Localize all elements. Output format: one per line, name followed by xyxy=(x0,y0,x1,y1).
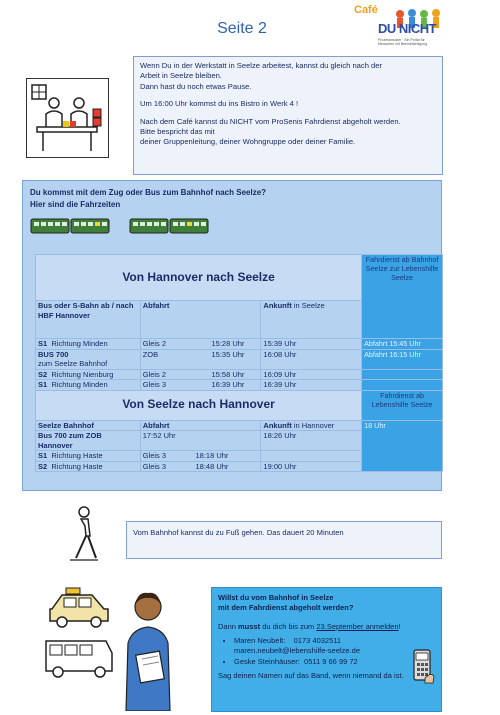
walking-person-icon xyxy=(66,506,102,562)
inbound-col-departure: Abfahrt xyxy=(140,420,261,431)
inbound-col-line: Seelze Bahnhof xyxy=(36,420,141,431)
inbound-side-value: 18 Uhr xyxy=(362,420,443,472)
info-paragraph-1: Wenn Du in der Werkstatt in Seelze arbeitest, kannst du gleich nach der Arbeit in Seelze bleiben. Dann hast du noch etwas Pause. xyxy=(140,61,383,91)
list-item: • Maren Neubelt: 0173 4032511 maren.neubelt@lebenshilfe-seelze.de xyxy=(234,636,435,656)
info-paragraph-2: Um 16:00 Uhr kommst du ins Bistro in Werk 4 ! xyxy=(140,99,299,109)
list-item: • Geske Steinhäuser: 0511 9 66 99 72 xyxy=(234,657,435,667)
inbound-title: Von Seelze nach Hannover xyxy=(36,390,362,420)
logo-cafe-text: Café xyxy=(354,4,378,16)
inbound-side-title: Fahrdienst ab Lebenshilfe Seelze xyxy=(362,390,443,420)
pickup-footer: Sag deinen Namen auf das Band, wenn niemand da ist. xyxy=(218,671,404,680)
logo-subtitle-text: Prozessmuster · Ein Portal für Menschen mit Beeinträchtigung xyxy=(378,38,428,46)
outbound-col-departure: Abfahrt xyxy=(140,301,261,339)
table-row: Bus 700 zum ZOB Hannover 17:52 Uhr 18:26 Uhr xyxy=(36,431,443,451)
outbound-col-arrival: Ankunft in Seelze xyxy=(261,301,362,339)
info-box xyxy=(133,56,443,175)
taxi-bus-person-icon xyxy=(42,583,182,711)
logo-name-text: DU NICHT xyxy=(378,21,437,36)
table-row: S1 Richtung Minden Gleis 2 15:28 Uhr 15:39 Uhr Abfahrt 15:45 Uhr xyxy=(36,339,443,350)
table-row: S2 Richtung Haste Gleis 3 18:48 Uhr 19:00 Uhr xyxy=(36,461,443,472)
table-row: S1 Richtung Minden Gleis 3 16:39 Uhr 16:39 Uhr xyxy=(36,380,443,391)
workshop-icon xyxy=(26,78,109,158)
inbound-col-arrival: Ankunft in Hannover xyxy=(261,420,362,431)
table-row: S2 Richtung Nienburg Gleis 2 15:58 Uhr 16:09 Uhr xyxy=(36,369,443,380)
timetable-heading: Du kommst mit dem Zug oder Bus zum Bahnhof nach Seelze? Hier sind die Fahrzeiten xyxy=(30,188,267,209)
trains-icon xyxy=(30,216,220,236)
walk-text: Vom Bahnhof kannst du zu Fuß gehen. Das dauert 20 Minuten xyxy=(133,528,344,537)
contact-list xyxy=(218,636,435,667)
pickup-info-box xyxy=(211,587,442,712)
pickup-question-1: Willst du vom Bahnhof in Seelze xyxy=(218,593,334,602)
page-title: Seite 2 xyxy=(217,20,267,37)
outbound-title: Von Hannover nach Seelze xyxy=(36,255,362,301)
contact-phone-link[interactable]: 0173 4032511 xyxy=(293,636,342,645)
cafe-du-nicht-logo xyxy=(352,4,448,50)
pickup-question-2: mit dem Fahrdienst abgeholt werden? xyxy=(218,603,354,612)
phone-icon xyxy=(411,648,435,684)
table-row: S1 Richtung Haste Gleis 3 18:18 Uhr xyxy=(36,451,443,462)
table-row: BUS 700 zum Seelze Bahnhof ZOB 15:35 Uhr 16:08 Uhr Abfahrt 16:15 Uhr xyxy=(36,349,443,369)
info-paragraph-3: Nach dem Café kannst du NICHT vom ProSenis Fahrdienst abgeholt werden. Bitte bespricht das mit deiner Gruppenleitung, deiner Wohngruppe oder deiner Familie. xyxy=(140,116,401,147)
walk-info-box xyxy=(126,521,442,559)
outbound-col-line: Bus oder S-Bahn ab / nach HBF Hannover xyxy=(36,301,141,339)
pickup-register-note: Dann musst du dich bis zum 23.September anmelden! xyxy=(218,622,401,631)
contact-phone-link[interactable]: 0511 9 66 99 72 xyxy=(304,657,358,666)
contact-email-link[interactable]: maren.neubelt@lebenshilfe-seelze.de xyxy=(234,646,361,655)
timetable xyxy=(35,254,443,472)
outbound-side-title: Fahrdienst ab Bahnhof Seelze zur Lebenshilfe Seelze xyxy=(362,255,443,339)
